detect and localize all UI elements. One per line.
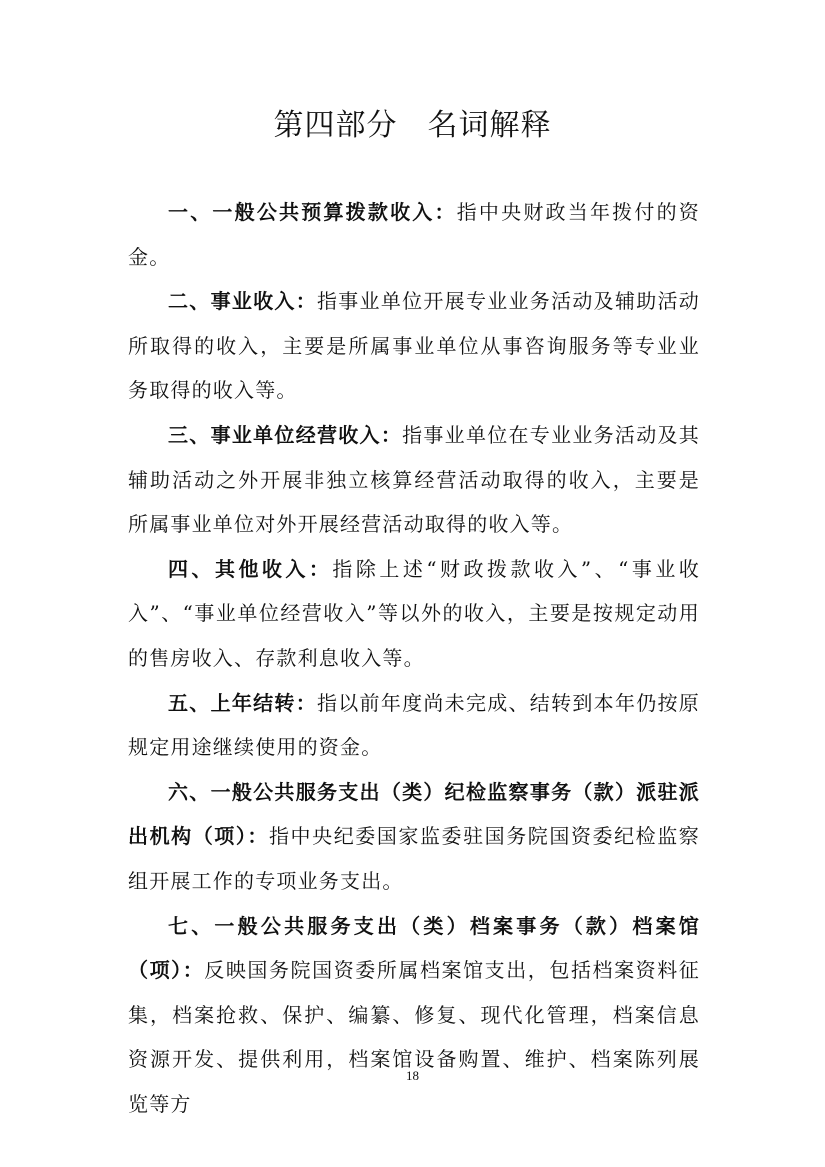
definition-paragraph: [128, 279, 700, 413]
definition-text: 指以前年度尚未完成、结转到本年仍按原规定用途继续使用的资金。: [128, 690, 700, 760]
definition-term: 四、其他收入：: [168, 556, 333, 581]
definition-paragraph: [128, 547, 700, 681]
definition-term: 六、一般公共服务支出（类）纪检监察事务（款）派驻派出机构（项）：: [128, 779, 700, 849]
title-part: 第四部分: [273, 108, 398, 143]
definition-paragraph: [128, 770, 700, 904]
definition-term: 五、上年结转：: [168, 690, 317, 715]
definition-text: 反映国务院国资委所属档案馆支出，包括档案资料征集，档案抢救、保护、编纂、修复、现代化管理，档案信息资源开发、提供利用，档案馆设备购置、维护、档案陈列展览等方: [128, 958, 700, 1116]
definition-paragraph: [128, 904, 700, 1127]
definition-text: 指除上述“财政拨款收入”、“事业收入”、“事业单位经营收入”等以外的收入，主要是按规定动用的售房收入、存款利息收入等。: [128, 556, 700, 670]
definition-term: 七、一般公共服务支出（类）档案事务（款）档案馆（项）：: [128, 913, 700, 983]
definition-text: 指中央纪委国家监委驻国务院国资委纪检监察组开展工作的专项业务支出。: [128, 824, 700, 893]
page-number: 18: [406, 1068, 419, 1083]
definition-term: 一、一般公共预算拨款收入：: [168, 200, 457, 224]
document-body: [128, 190, 700, 1126]
definition-text: 指事业单位开展专业业务活动及辅助活动所取得的收入，主要是所属事业单位从事咨询服务等专业业务取得的收入等。: [128, 289, 700, 403]
definition-term: 二、事业收入：: [168, 289, 317, 314]
definition-text: 指事业单位在专业业务活动及其辅助活动之外开展非独立核算经营活动取得的收入，主要是所属事业单位对外开展经营活动取得的收入等。: [128, 422, 700, 537]
definition-paragraph: [128, 681, 700, 770]
page-title: [0, 100, 825, 144]
definition-paragraph: [128, 413, 700, 547]
title-name: 名词解释: [427, 108, 552, 143]
definition-text: 指中央财政当年拨付的资金。: [128, 200, 701, 269]
definition-paragraph: [128, 190, 700, 279]
definition-term: 三、事业单位经营收入：: [168, 422, 403, 447]
